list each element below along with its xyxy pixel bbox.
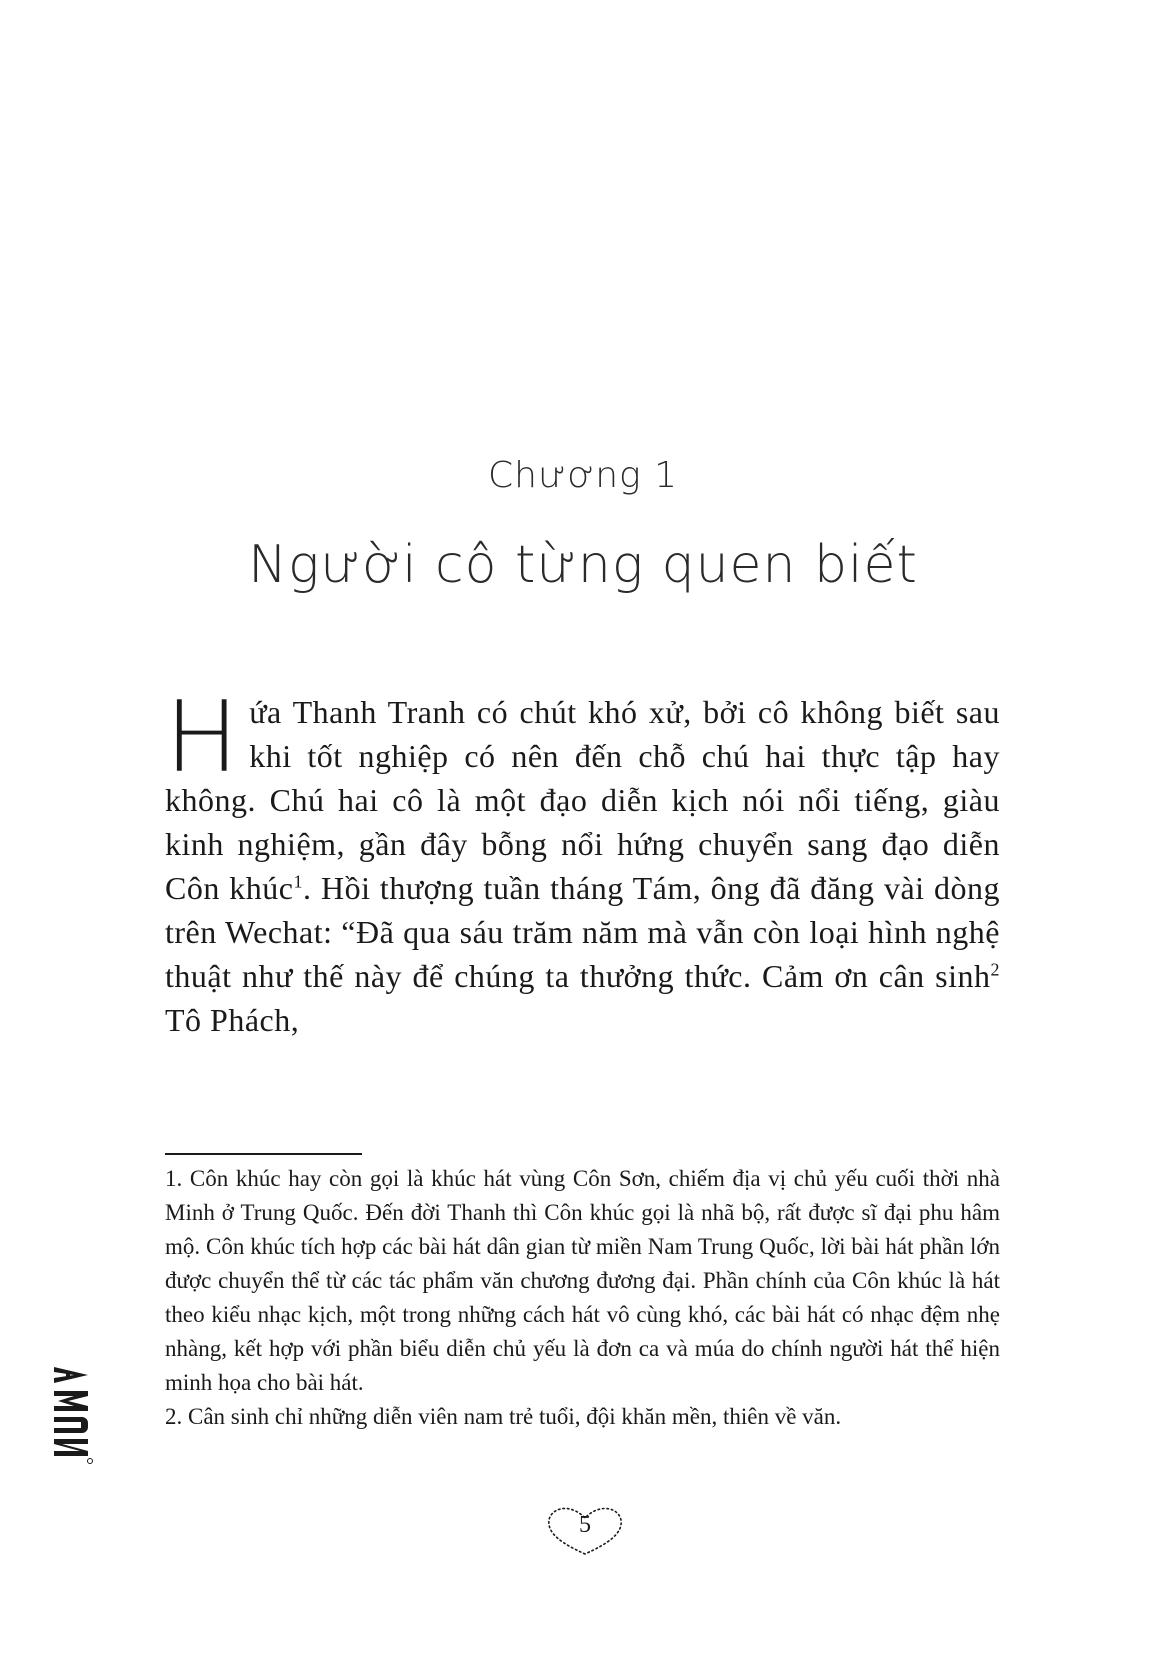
footnote-ref-2: 2	[990, 959, 1000, 980]
footnote-divider	[165, 1153, 362, 1155]
body-text-part-2: . Hồi thượng tuần tháng Tám, ông đã đăng vài dòng trên Wechat: “Đã qua sáu trăm năm mà vẫn còn loại hình nghệ thuật như thế này để chúng ta thưởng thức. Cảm ơn cân sinh	[165, 870, 1001, 994]
page-number-badge	[545, 1504, 625, 1560]
chapter-label: Chương 1	[487, 455, 678, 496]
amun-logo-icon	[48, 1365, 102, 1465]
footnote-2: 2. Cân sinh chỉ những diễn viên nam trẻ tuổi, đội khăn mền, thiên về văn.	[165, 1404, 842, 1429]
footnote-ref-1: 1	[293, 871, 304, 892]
footnote-1: 1. Côn khúc hay còn gọi là khúc hát vùng Côn Sơn, chiếm địa vị chủ yếu cuối thời nhà Minh ở Trung Quốc. Đến đời Thanh thì Côn khúc gọi là nhã bộ, rất được sĩ đại phu hâm mộ. Côn khúc tích hợp các bài hát dân gian từ miền Nam Trung Quốc, lời bài hát phần lớn được chuyển thể từ các tác phẩm văn chương đương đại. Phần chính của Côn khúc là hát theo kiểu nhạc kịch, một trong những cách hát vô cùng khó, các bài hát có nhạc đệm nhẹ nhàng, kết hợp với phần biểu diễn chủ yếu là đơn ca và múa do chính người hát thể hiện minh họa cho bài hát.	[165, 1166, 1000, 1395]
body-text-part-3: Tô Phách,	[165, 1002, 300, 1038]
publisher-logo	[48, 1365, 102, 1465]
footnotes	[165, 1162, 1000, 1434]
chapter-title: Người cô từng quen biết	[248, 535, 918, 595]
page-number: 5	[579, 1512, 591, 1538]
body-paragraph	[165, 681, 1001, 1042]
drop-cap: H	[165, 681, 240, 795]
body-text-part-1: ứa Thanh Tranh có chút khó xử, bởi cô không biết sau khi tốt nghiệp có nên đến chỗ chú hai thực tập hay không. Chú hai cô là một đạo diễn kịch nói nổi tiếng, giàu kinh nghiệm, gần đây bỗng nổi hứng chuyển sang đạo diễn Côn khúc	[165, 694, 1000, 906]
